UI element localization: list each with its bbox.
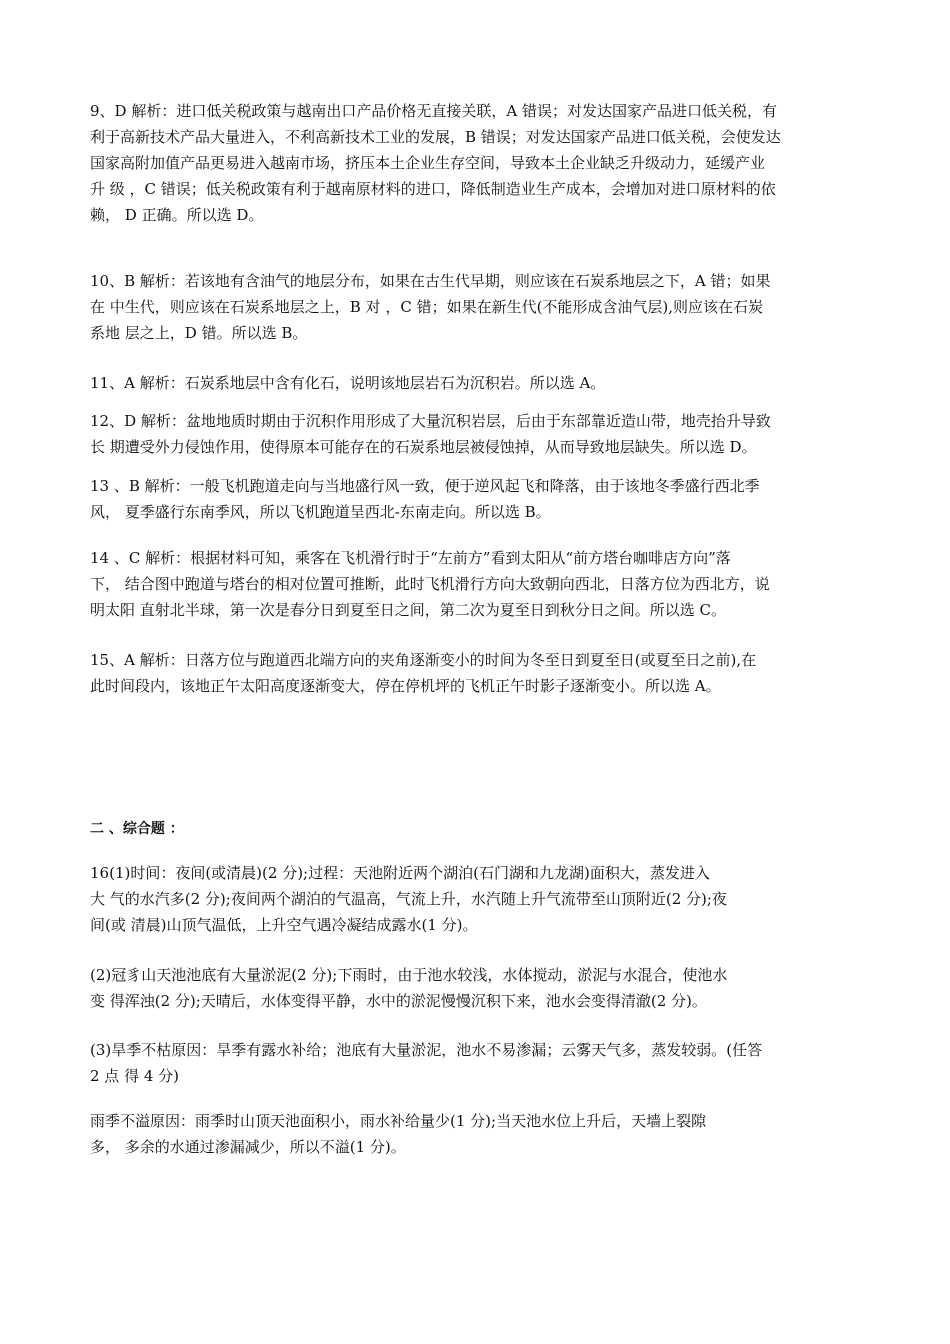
text-line: 间(或 清晨)山顶气温低，上升空气遇冷凝结成露水(1 分)。 bbox=[90, 916, 478, 934]
text-line: 13 、B 解析：一般飞机跑道走向与当地盛行风一致，便于逆风起飞和降落，由于该地冬季盛行西北季 bbox=[90, 477, 760, 495]
answer-16-part-1 bbox=[90, 860, 862, 938]
text-line: (3)旱季不枯原因：旱季有露水补给；池底有大量淤泥，池水不易渗漏；云雾天气多，蒸发较弱。(任答 bbox=[90, 1041, 763, 1059]
answer-16-part-3 bbox=[90, 1037, 862, 1089]
text-line: (2)冠豸山天池池底有大量淤泥(2 分);下雨时，由于池水较浅，水体搅动，淤泥与水混合，使池水 bbox=[90, 966, 728, 984]
answer-11 bbox=[90, 370, 862, 396]
text-line: 此时间段内，该地正午太阳高度逐渐变大，停在停机坪的飞机正午时影子逐渐变小。所以选 A。 bbox=[90, 677, 721, 695]
answer-16-part-2 bbox=[90, 962, 862, 1014]
answer-16-rainy-season bbox=[90, 1108, 862, 1160]
text-line: 2 点 得 4 分) bbox=[90, 1067, 180, 1085]
answer-9 bbox=[90, 98, 862, 228]
text-line: 9、D 解析：进口低关税政策与越南出口产品价格无直接关联，A 错误；对发达国家产品进口低关税，有 bbox=[90, 102, 777, 120]
text-line: 大 气的水汽多(2 分);夜间两个湖泊的气温高，气流上升，水汽随上升气流带至山顶附近(2 分);夜 bbox=[90, 890, 727, 908]
text-line: 12、D 解析：盆地地质时期由于沉积作用形成了大量沉积岩层，后由于东部靠近造山带，地壳抬升导致 bbox=[90, 412, 771, 430]
section-heading: 二 、综合题 ： bbox=[90, 821, 184, 837]
answer-12 bbox=[90, 408, 862, 460]
text-line: 国家高附加值产品更易进入越南市场，挤压本土企业生存空间，导致本土企业缺乏升级动力，延缓产业 bbox=[90, 154, 766, 172]
answer-13 bbox=[90, 473, 862, 525]
text-line: 11、A 解析：石炭系地层中含有化石，说明该地层岩石为沉积岩。所以选 A。 bbox=[90, 374, 606, 392]
text-line: 下， 结合图中跑道与塔台的相对位置可推断，此时飞机滑行方向大致朝向西北，日落方位为西北方，说 bbox=[90, 575, 770, 593]
text-line: 雨季不溢原因：雨季时山顶天池面积小，雨水补给量少(1 分);当天池水位上升后，天墙上裂隙 bbox=[90, 1112, 707, 1130]
text-line: 多， 多余的水通过渗漏减少，所以不溢(1 分)。 bbox=[90, 1138, 406, 1156]
text-line: 16(1)时间：夜间(或清晨)(2 分);过程：天池附近两个湖泊(石门湖和九龙湖)面积大，蒸发进入 bbox=[90, 864, 710, 882]
text-line: 变 得浑浊(2 分);天晴后，水体变得平静，水中的淤泥慢慢沉积下来，池水会变得清澈(2 分)。 bbox=[90, 992, 707, 1010]
text-line: 14 、C 解析：根据材料可知，乘客在飞机滑行时于“左前方”看到太阳从“前方塔台咖啡店方向”落 bbox=[90, 549, 731, 567]
text-line: 系地 层之上，D 错。所以选 B。 bbox=[90, 324, 308, 342]
text-line: 风， 夏季盛行东南季风，所以飞机跑道呈西北-东南走向。所以选 B。 bbox=[90, 503, 551, 521]
text-line: 10、B 解析：若该地有含油气的地层分布，如果在古生代早期，则应该在石炭系地层之下，A 错；如果 bbox=[90, 272, 771, 290]
answer-10 bbox=[90, 268, 862, 346]
text-line: 长 期遭受外力侵蚀作用，使得原本可能存在的石炭系地层被侵蚀掉，从而导致地层缺失。所以选 D。 bbox=[90, 438, 757, 456]
text-line: 15、A 解析：日落方位与跑道西北端方向的夹角逐渐变小的时间为冬至日到夏至日(或夏至日之前),在 bbox=[90, 651, 757, 669]
text-line: 利于高新技术产品大量进入，不利高新技术工业的发展，B 错误；对发达国家产品进口低关税，会使发达 bbox=[90, 128, 781, 146]
text-line: 升 级 ，C 错误；低关税政策有利于越南原材料的进口，降低制造业生产成本，会增加对进口原材料的依 bbox=[90, 180, 776, 198]
text-line: 明太阳 直射北半球，第一次是春分日到夏至日之间，第二次为夏至日到秋分日之间。所以选 C。 bbox=[90, 601, 727, 619]
text-line: 赖， D 正确。所以选 D。 bbox=[90, 206, 264, 224]
answer-15 bbox=[90, 647, 862, 699]
answer-14 bbox=[90, 545, 862, 623]
text-line: 在 中生代，则应该在石炭系地层之上，B 对 ，C 错；如果在新生代(不能形成含油气层),则应该在石炭 bbox=[90, 298, 764, 316]
